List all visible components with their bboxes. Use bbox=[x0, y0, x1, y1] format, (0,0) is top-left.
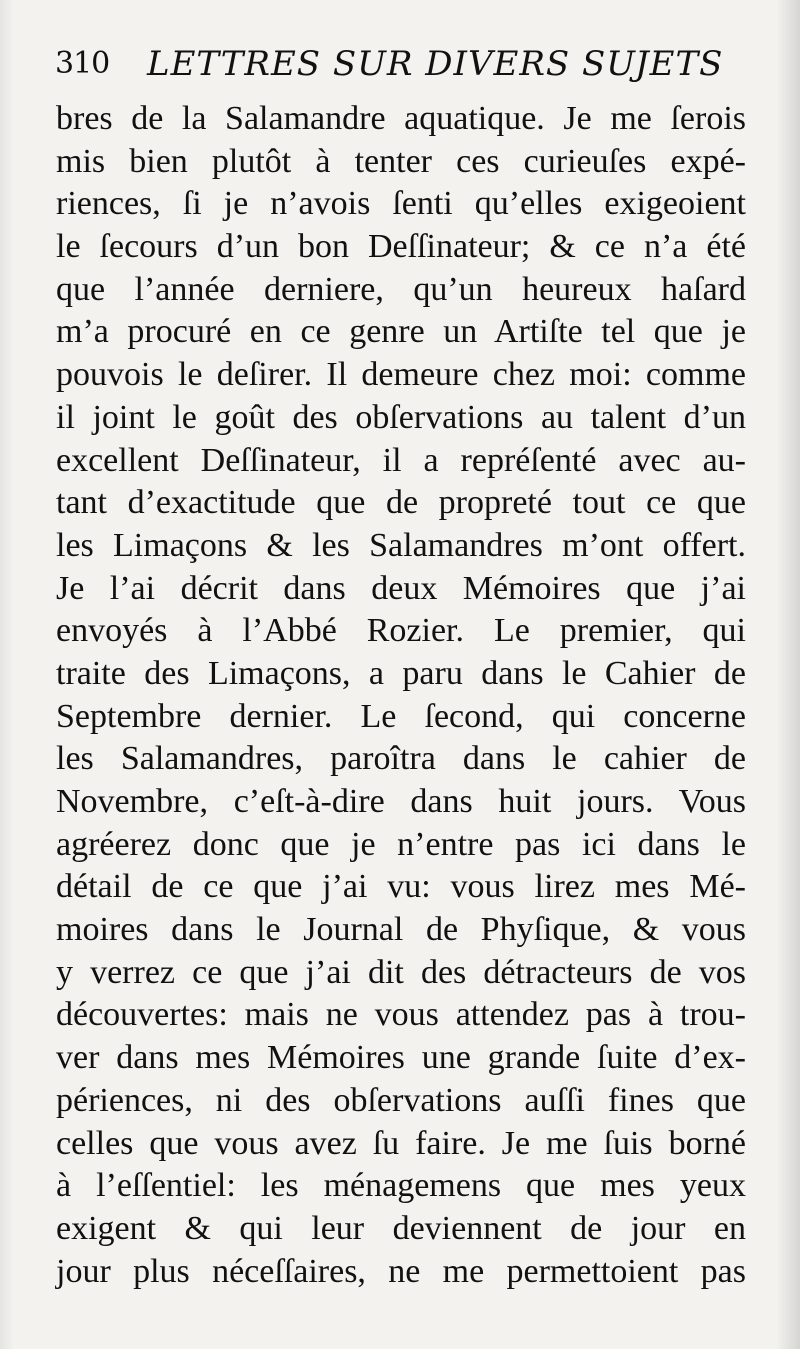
text-line: envoyés à l’Abbé Rozier. Le premier, qui bbox=[56, 612, 746, 650]
text-line: Septembre dernier. Le ſecond, qui concerne bbox=[56, 697, 746, 735]
text-line: traite des Limaçons, a paru dans le Cahier de bbox=[56, 654, 746, 692]
text-line: les Salamandres, paroîtra dans le cahier de bbox=[56, 740, 746, 778]
text-line: jour plus néceſſaires, ne me permettoient pas bbox=[56, 1252, 746, 1290]
running-head: LETTRES SUR DIVERS SUJETS bbox=[147, 44, 724, 84]
text-line: exigent & qui leur deviennent de jour en bbox=[56, 1209, 746, 1247]
text-line: moires dans le Journal de Phyſique, & vous bbox=[56, 911, 746, 949]
text-line: y verrez ce que j’ai dit des détracteurs de vos bbox=[56, 953, 746, 991]
text-line: découvertes: mais ne vous attendez pas à trou- bbox=[56, 996, 746, 1034]
text-line: Je l’ai décrit dans deux Mémoires que j’ai bbox=[56, 569, 746, 607]
text-line: mis bien plutôt à tenter ces curieuſes expé- bbox=[56, 142, 746, 180]
page-number: 310 bbox=[55, 46, 110, 81]
page-right-edge bbox=[776, 0, 800, 1349]
text-line: celles que vous avez ſu faire. Je me ſuis borné bbox=[56, 1124, 746, 1162]
page-left-edge bbox=[0, 0, 14, 1349]
text-line: le ſecours d’un bon Deſſinateur; & ce n’a été bbox=[56, 228, 746, 266]
text-line: bres de la Salamandre aquatique. Je me ſerois bbox=[56, 100, 746, 137]
page-header bbox=[55, 38, 745, 88]
text-line: agréerez donc que je n’entre pas ici dans le bbox=[56, 825, 746, 863]
text-line: riences, ſi je n’avois ſenti qu’elles exigeoient bbox=[56, 185, 746, 223]
text-line: les Limaçons & les Salamandres m’ont offert. bbox=[56, 526, 746, 564]
text-line: à l’eſſentiel: les ménagemens que mes yeux bbox=[56, 1167, 746, 1205]
text-line: tant d’exactitude que de propreté tout ce que bbox=[56, 484, 746, 522]
text-line: m’a procuré en ce genre un Artiſte tel que je bbox=[56, 313, 746, 351]
text-line: détail de ce que j’ai vu: vous lirez mes Mé- bbox=[56, 868, 746, 906]
text-line: il joint le goût des obſervations au talent d’un bbox=[56, 398, 746, 436]
text-line: périences, ni des obſervations auſſi fines que bbox=[56, 1081, 746, 1119]
text-line: que l’année derniere, qu’un heureux haſard bbox=[56, 270, 746, 308]
text-line: pouvois le deſirer. Il demeure chez moi: comme bbox=[56, 356, 746, 394]
text-line: ver dans mes Mémoires une grande ſuite d’ex- bbox=[56, 1039, 746, 1077]
text-line: excellent Deſſinateur, il a repréſenté avec au- bbox=[56, 441, 746, 479]
body-text bbox=[56, 98, 746, 1293]
text-line: Novembre, c’eſt-à-dire dans huit jours. Vous bbox=[56, 783, 746, 820]
